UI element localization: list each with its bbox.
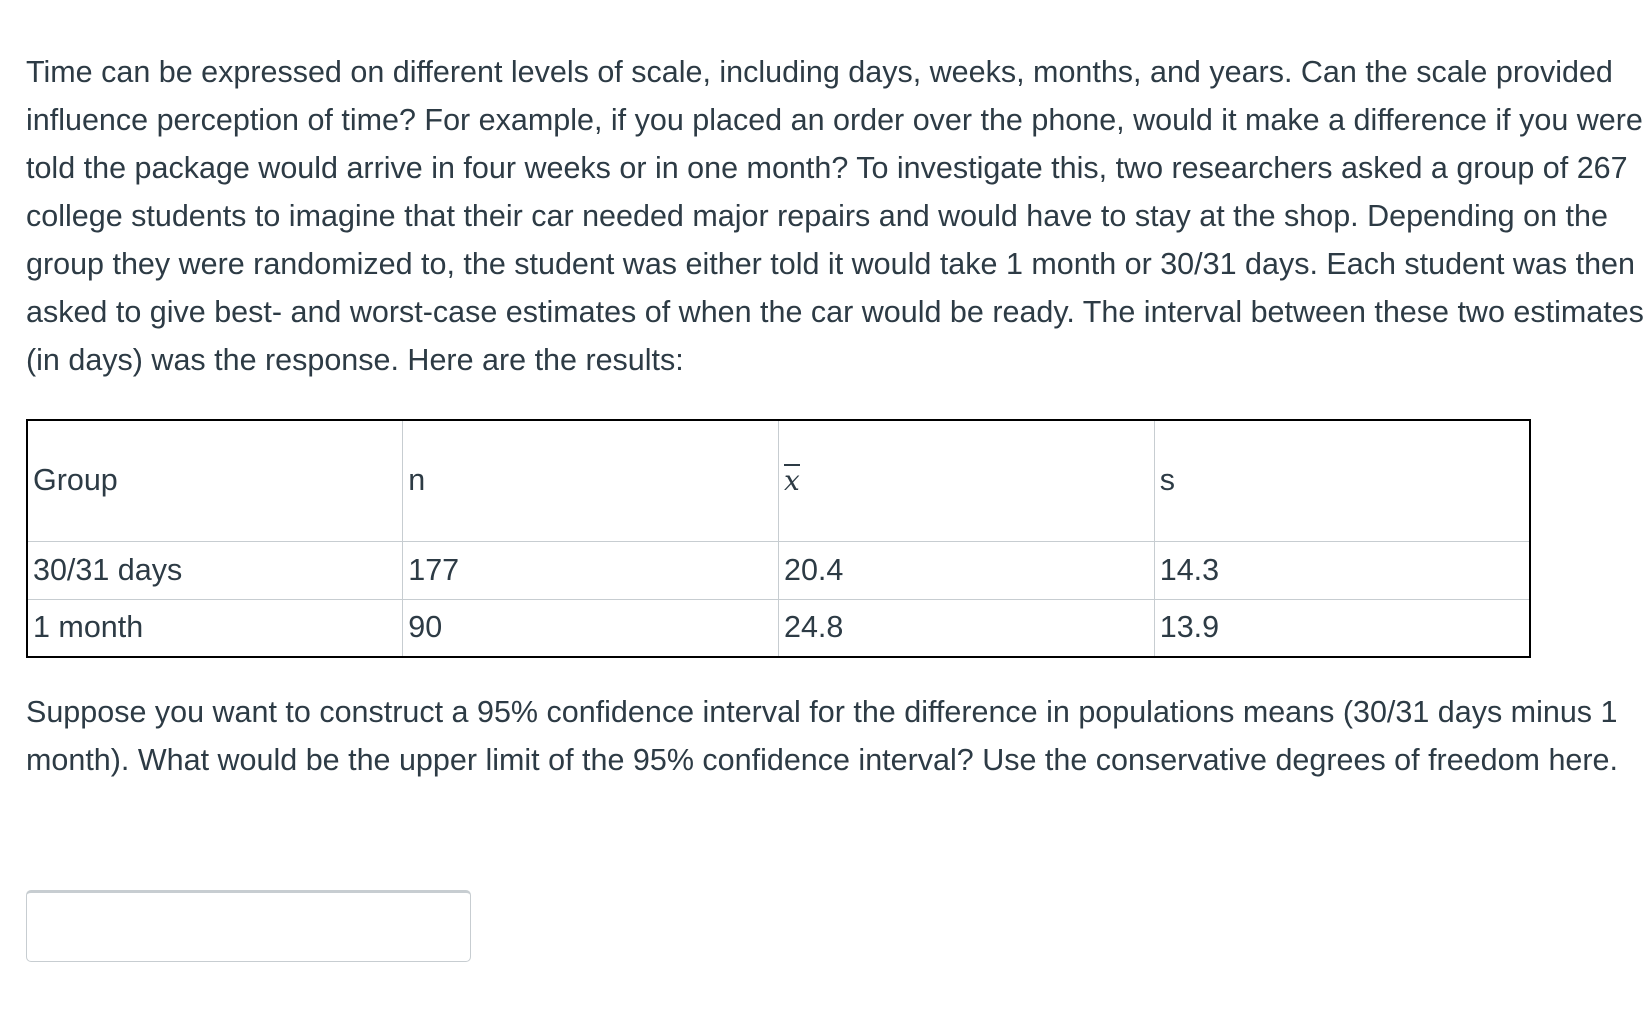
results-table	[26, 419, 1531, 658]
cell-n: 177	[403, 541, 779, 599]
question-prompt-text: Suppose you want to construct a 95% confidence interval for the difference in populations means (30/31 days minus 1 month). What would be the upper limit of the 95% confidence interval? Use the conservative degrees of freedom here.	[26, 695, 1618, 777]
header-xbar	[779, 420, 1155, 541]
table-header-row	[27, 420, 1530, 541]
table-row	[27, 599, 1530, 657]
header-group: Group	[27, 420, 403, 541]
table-row	[27, 541, 1530, 599]
cell-mean: 24.8	[779, 599, 1155, 657]
cell-group: 30/31 days	[27, 541, 403, 599]
header-s: s	[1154, 420, 1530, 541]
xbar-symbol: x	[784, 464, 800, 498]
answer-input[interactable]	[26, 890, 471, 962]
cell-sd: 13.9	[1154, 599, 1530, 657]
cell-group: 1 month	[27, 599, 403, 657]
cell-mean: 20.4	[779, 541, 1155, 599]
question-intro-text: Time can be expressed on different levels of scale, including days, weeks, months, and years. Can the scale provided influence perception of time? For example, if you placed an order over the phone, would it make a difference if you were told the package would arrive in four weeks or in one month? To investigate this, two researchers asked a group of 267 college students to imagine that their car needed major repairs and would have to stay at the shop. Depending on the group they were randomized to, the student was either told it would take 1 month or 30/31 days. Each student was then asked to give best- and worst-case estimates of when the car would be ready. The interval between these two estimates (in days) was the response. Here are the results:	[26, 55, 1644, 377]
question-container	[26, 48, 1646, 784]
header-n: n	[403, 420, 779, 541]
cell-n: 90	[403, 599, 779, 657]
cell-sd: 14.3	[1154, 541, 1530, 599]
